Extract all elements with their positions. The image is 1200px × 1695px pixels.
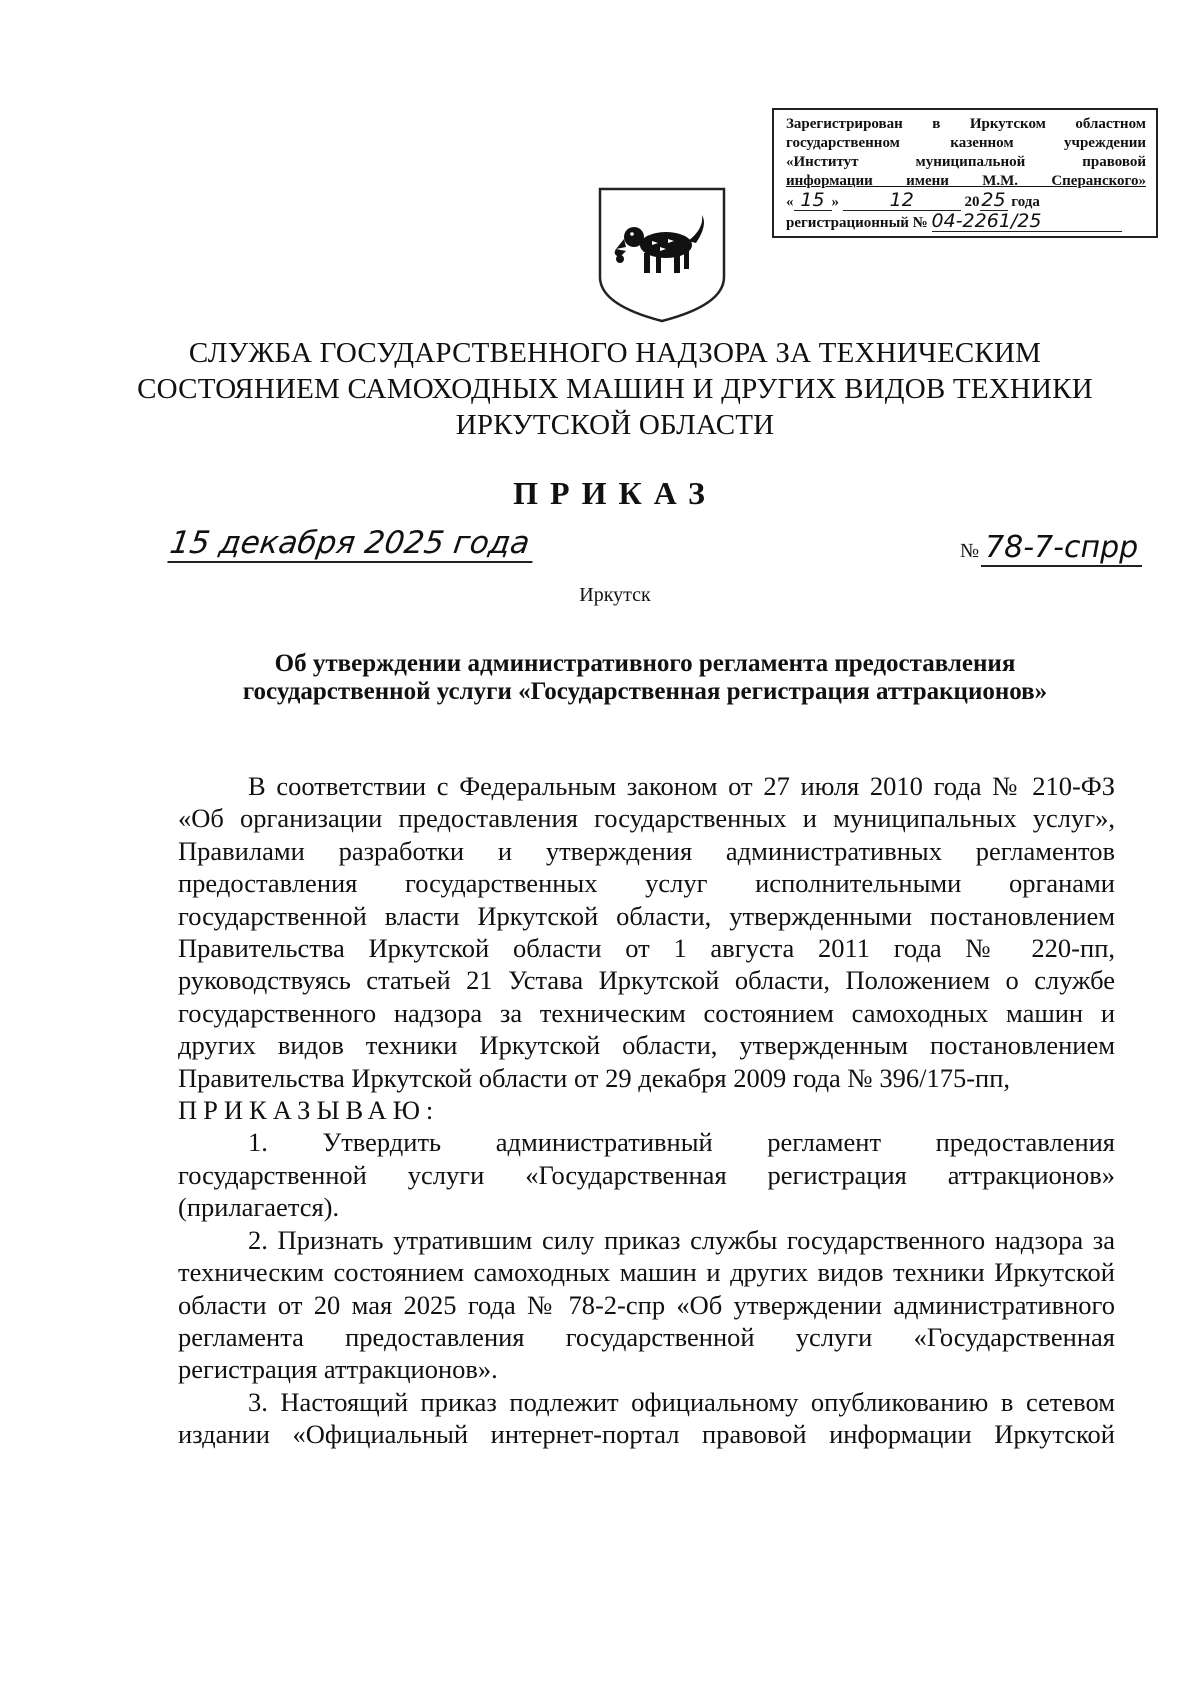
stamp-year-word: года [1011, 194, 1040, 210]
registration-stamp [772, 108, 1158, 238]
stamp-line-1: Зарегистрирован в Иркутском областном [786, 116, 1146, 132]
agency-title [120, 335, 1110, 443]
stamp-reg-number: 04-2261/25 [932, 212, 1122, 232]
number-label: № [960, 540, 980, 562]
stamp-month: 12 [843, 191, 961, 211]
agency-line-1: СЛУЖБА ГОСУДАРСТВЕННОГО НАДЗОРА ЗА ТЕХНИЧЕСКИМ [188, 337, 1042, 369]
subject-line-2: государственной услуги «Государственная регистрация аттракционов» [242, 678, 1048, 705]
subject-line-1: Об утверждении административного регламента предоставления [274, 650, 1016, 677]
agency-line-2: СОСТОЯНИЕМ САМОХОДНЫХ МАШИН И ДРУГИХ ВИДОВ ТЕХНИКИ [137, 373, 1093, 405]
item-1: 1. Утвердить административный регламент предоставления государственной услуги «Государственная регистрация аттракционов» (прилагается). [178, 1127, 1115, 1223]
document-type: ПРИКАЗ [513, 475, 717, 511]
stamp-year-prefix: 20 [964, 194, 980, 210]
irkutsk-coat-of-arms-icon [596, 185, 728, 330]
stamp-line-3: «Институт муниципальной правовой [786, 154, 1146, 170]
stamp-line-4: информации имени М.М. Сперанского» [786, 173, 1146, 189]
preamble-paragraph: В соответствии с Федеральным законом от 27 июля 2010 года № 210-ФЗ «Об организации предоставления государственных и муниципальных услуг», Правилами разработки и утверждения административных регламентов предоставления государственных услуг исполнительными органами государственной власти Иркутской области, утвержденными постановлением Правительства Иркутской области от 1 августа 2011 года № 220-пп, руководствуясь статьей 21 Устава Иркутской области, Положением о службе государственного надзора за техническим состоянием самоходных машин и других видов техники Иркутской области, утвержденным постановлением Правительства Иркутской области от 29 декабря 2009 года № 396/175-пп, [178, 771, 1115, 1093]
stamp-date-line: « 15 » 12 20 25 года [786, 189, 1040, 211]
handwritten-date: 15 декабря 2025 года [167, 525, 538, 563]
directive: ПРИКАЗЫВАЮ: [178, 1095, 440, 1126]
stamp-reg-label: регистрационный № [786, 215, 928, 231]
stamp-reg-line [786, 212, 1146, 233]
item-3: 3. Настоящий приказ подлежит официальному опубликованию в сетевом издании «Официальный интернет-портал правовой информации Иркутской [178, 1386, 1115, 1450]
document-body [178, 770, 1115, 1451]
order-number [960, 530, 1142, 565]
agency-line-3: ИРКУТСКОЙ ОБЛАСТИ [455, 409, 775, 441]
stamp-line-2: государственном казенном учреждении [786, 135, 1146, 151]
document-subject [175, 650, 1115, 706]
stamp-day: 15 [794, 191, 832, 211]
stamp-year-suffix: 25 [981, 189, 1006, 211]
item-2: 2. Признать утратившим силу приказ службы государственного надзора за техническим состоянием самоходных машин и других видов техники Иркутской области от 20 мая 2025 года № 78-2-спр «Об утверждении административного регламента предоставления государственной услуги «Государственная регистрация аттракционов». [178, 1224, 1115, 1385]
handwritten-number: 78-7-спрр [981, 530, 1142, 567]
city: Иркутск [579, 584, 651, 606]
